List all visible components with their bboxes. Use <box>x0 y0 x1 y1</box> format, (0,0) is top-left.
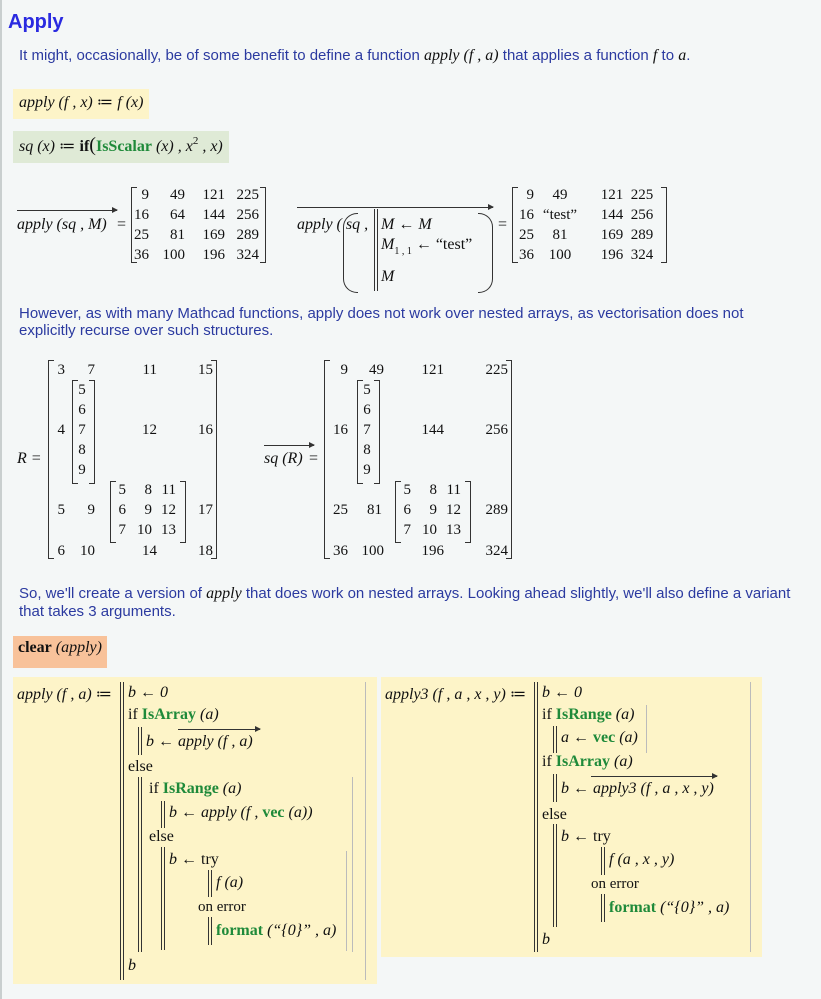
sqR-right-bracket <box>506 360 512 559</box>
submatrix-cell: 9 <box>144 502 152 518</box>
matrix-cell: 64 <box>170 207 185 223</box>
vector-cell: 6 <box>78 402 86 418</box>
p2-vec-line: a ← vec (a) <box>561 729 638 746</box>
matrix-cell: 81 <box>170 227 185 243</box>
p1-line3: b ← apply (f , a) <box>146 733 253 750</box>
vectorize-arrow-3 <box>264 445 314 446</box>
sq-def-if: if <box>79 138 90 155</box>
nested-cell: 256 <box>485 422 508 438</box>
matrix-cell: 256 <box>630 207 654 223</box>
nested-cell: 17 <box>198 502 213 518</box>
p1-else2: else <box>149 828 174 845</box>
submatrix-cell: 6 <box>403 502 411 518</box>
matrix-cell: 121 <box>202 187 225 203</box>
nested-cell: 9 <box>340 362 348 378</box>
prog-bar-inner <box>377 209 378 291</box>
submatrix-cell: 6 <box>118 502 126 518</box>
matrix-cell: 324 <box>630 247 654 263</box>
p1-line6: b ← apply (f , vec (a)) <box>169 804 313 821</box>
left-paren <box>343 213 358 293</box>
matrix-cell: 144 <box>600 207 624 223</box>
result2-lhs: apply ( sq , <box>297 216 369 233</box>
submatrix-cell: 7 <box>118 522 126 538</box>
nested-cell: 49 <box>369 362 384 378</box>
submatrix-cell: 5 <box>403 482 411 498</box>
p1-head: apply (f , a) ≔ <box>17 686 113 703</box>
matrix-cell: 256 <box>236 207 259 223</box>
submatrix-cell: 13 <box>161 522 176 538</box>
p2-if-isarray: if IsArray (a) <box>542 753 633 770</box>
p2-line1: b ← 0 <box>542 684 582 701</box>
nested-cell: 144 <box>421 422 444 438</box>
nested-cell: 25 <box>333 502 348 518</box>
nested-cell: 16 <box>333 422 348 438</box>
R-left-bracket <box>48 360 54 559</box>
p1-onerror: on error <box>198 899 246 915</box>
sq-def-exp: 2 <box>192 135 199 147</box>
math-f: f <box>652 47 658 64</box>
vector-cell: 9 <box>363 462 371 478</box>
nested-cell: 36 <box>333 543 348 559</box>
submatrix-cell: 12 <box>161 502 176 518</box>
para3-apply: apply <box>206 585 242 602</box>
nested-cell: 196 <box>421 543 444 559</box>
apply-program[interactable] <box>13 677 377 984</box>
nested-cell: 18 <box>198 543 213 559</box>
matrix2-right-bracket <box>661 187 667 263</box>
vectorize-arrow <box>17 210 117 211</box>
math-apply-fa: apply (f , a) <box>423 47 499 64</box>
vector-right-bracket <box>89 380 95 484</box>
matrix-cell: 225 <box>630 187 654 203</box>
nested-cell: 3 <box>57 362 65 378</box>
submatrix-cell: 10 <box>422 522 437 538</box>
submatrix-cell: 5 <box>118 482 126 498</box>
submatrix-cell: 7 <box>403 522 411 538</box>
intro-text-2: that applies a function <box>502 47 649 64</box>
matrix-cell: 100 <box>548 247 572 263</box>
matrix-cell: 36 <box>134 247 149 263</box>
nested-cell: 5 <box>57 502 65 518</box>
nested-cell: 11 <box>142 362 157 378</box>
sq-definition[interactable]: sq (x) ≔ if(IsScalar (x) , $x^2$ , x) <box>13 131 229 163</box>
p1-else1: else <box>128 758 153 775</box>
submatrix-cell: 12 <box>446 502 461 518</box>
nested-cell: 6 <box>57 543 65 559</box>
result2-equals: = <box>498 216 508 233</box>
p1-return: b <box>128 957 136 974</box>
prog-line-1: M ← M <box>381 216 432 233</box>
nested-cell: 121 <box>421 362 444 378</box>
submatrix-cell: 10 <box>137 522 152 538</box>
p1-try: b ← try <box>169 851 219 868</box>
matrix-cell: 196 <box>202 247 225 263</box>
apply-definition[interactable]: apply (f , x) ≔ f (x) <box>13 89 149 119</box>
p1-fa: f (a) <box>216 874 244 891</box>
submatrix-cell: 8 <box>144 482 152 498</box>
submatrix-cell: 8 <box>429 482 437 498</box>
matrix-cell: 144 <box>202 207 225 223</box>
sqR-left-bracket <box>324 360 330 559</box>
matrix-cell: 169 <box>600 227 624 243</box>
vectorize-arrow-2 <box>297 207 493 208</box>
matrix-cell: 324 <box>236 247 259 263</box>
matrix-cell: 289 <box>236 227 259 243</box>
intro-paragraph <box>19 47 690 65</box>
p2-return: b <box>542 931 550 948</box>
left-margin-bar <box>0 0 2 999</box>
matrix-cell: 121 <box>600 187 624 203</box>
p1-format: format (“{0}” , a) <box>216 922 337 939</box>
nested-cell: 324 <box>485 543 508 559</box>
vector-cell: 8 <box>78 442 86 458</box>
result1-equals: = <box>117 216 127 233</box>
nested-cell: 81 <box>367 502 382 518</box>
p1-line1: b ← 0 <box>128 684 168 701</box>
sq-def-tail: , x) <box>202 138 223 155</box>
vector-cell: 5 <box>78 382 86 398</box>
matrix-cell: 16 <box>519 207 534 223</box>
page-title: Apply <box>8 11 64 33</box>
apply-test-result[interactable] <box>295 185 675 295</box>
nested-cell: 15 <box>198 362 213 378</box>
sqR-lhs: sq (R) <box>264 450 303 467</box>
sqR-equals: = <box>309 450 319 467</box>
nested-version-paragraph: So, we'll create a version of apply that does work on nested arrays. Looking ahead slightly, we'll also define a variant that takes 3 arguments. <box>19 585 791 620</box>
nested-cell: 10 <box>80 543 95 559</box>
vector-cell: 6 <box>363 402 371 418</box>
p2-line5: b ← apply3 (f , a , x , y) <box>561 780 714 797</box>
result1-lhs: apply (sq , M) <box>17 216 107 233</box>
clear-apply[interactable]: clear (apply) <box>13 636 107 668</box>
right-paren <box>478 213 493 293</box>
nested-cell: 16 <box>198 422 213 438</box>
matrix-cell: 25 <box>134 227 149 243</box>
matrix-cell: 169 <box>202 227 225 243</box>
p2-faxy: f (a , x , y) <box>609 851 675 868</box>
vector-right-bracket <box>374 380 380 484</box>
matrix-cell: 16 <box>134 207 149 223</box>
math-a: a <box>678 47 687 64</box>
R-right-bracket <box>211 360 217 559</box>
matrix-cell: 289 <box>630 227 654 243</box>
vector-cell: 9 <box>78 462 86 478</box>
p2-format: format (“{0}” , a) <box>609 899 730 916</box>
matrix-cell: “test” <box>542 207 578 223</box>
intro-text-4: . <box>686 47 691 64</box>
p2-head: apply3 (f , a , x , y) ≔ <box>385 686 527 703</box>
matrix-cell: 49 <box>170 187 185 203</box>
matrix-cell: 225 <box>236 187 259 203</box>
nested-cell: 225 <box>485 362 508 378</box>
isscalar-fn: IsScalar <box>95 138 152 155</box>
intro-text-1: It might, occasionally, be of some benefit to define a function <box>19 47 420 64</box>
nested-cell: 14 <box>142 543 157 559</box>
nested-cell: 4 <box>57 422 65 438</box>
vector-cell: 7 <box>78 422 86 438</box>
submatrix-cell: 13 <box>446 522 461 538</box>
intro-text-3: to <box>661 47 675 64</box>
p1-if-isrange: if IsRange (a) <box>149 780 242 797</box>
nested-cell: 12 <box>142 422 157 438</box>
p2-else: else <box>542 806 567 823</box>
matrix-cell: 9 <box>141 187 149 203</box>
submatrix-right-bracket <box>180 481 186 543</box>
matrix-cell: 196 <box>600 247 624 263</box>
submatrix-cell: 9 <box>429 502 437 518</box>
nested-cell: 7 <box>87 362 95 378</box>
p2-if-isrange: if IsRange (a) <box>542 706 635 723</box>
nested-cell: 9 <box>87 502 95 518</box>
R-lhs: R = <box>17 450 42 467</box>
prog-bar-outer <box>374 209 375 291</box>
submatrix-right-bracket <box>465 481 471 543</box>
matrix-cell: 36 <box>519 247 534 263</box>
sq-def-lhs: sq (x) ≔ <box>19 138 76 155</box>
vector-cell: 5 <box>363 382 371 398</box>
apply3-program[interactable] <box>381 677 762 957</box>
submatrix-cell: 11 <box>446 482 461 498</box>
prog-line-2: $M_{1 , 1}$ ← “test” <box>381 236 473 257</box>
nested-cell: 100 <box>361 543 384 559</box>
vector-cell: 8 <box>363 442 371 458</box>
sqR-region[interactable] <box>262 358 517 563</box>
p1-if-isarray: if IsArray (a) <box>128 706 219 723</box>
vector-cell: 7 <box>363 422 371 438</box>
matrix-cell: 81 <box>552 227 568 243</box>
sq-def-args: (x) , x <box>155 138 193 155</box>
nested-cell: 289 <box>485 502 508 518</box>
matrix-right-bracket <box>260 187 266 263</box>
R-matrix-region[interactable] <box>15 358 225 563</box>
matrix-cell: 25 <box>519 227 534 243</box>
apply-sq-M-result[interactable] <box>15 185 270 265</box>
matrix-cell: 9 <box>526 187 534 203</box>
matrix-cell: 100 <box>162 247 185 263</box>
matrix-cell: 49 <box>552 187 568 203</box>
p2-try: b ← try <box>561 828 611 845</box>
prog-line-3: M <box>381 268 395 285</box>
submatrix-cell: 11 <box>161 482 176 498</box>
nested-array-paragraph: However, as with many Mathcad functions, apply does not work over nested arrays, as vectorisation does not explicitly recurse over such structures. <box>19 305 744 339</box>
p2-onerror: on error <box>591 876 639 892</box>
